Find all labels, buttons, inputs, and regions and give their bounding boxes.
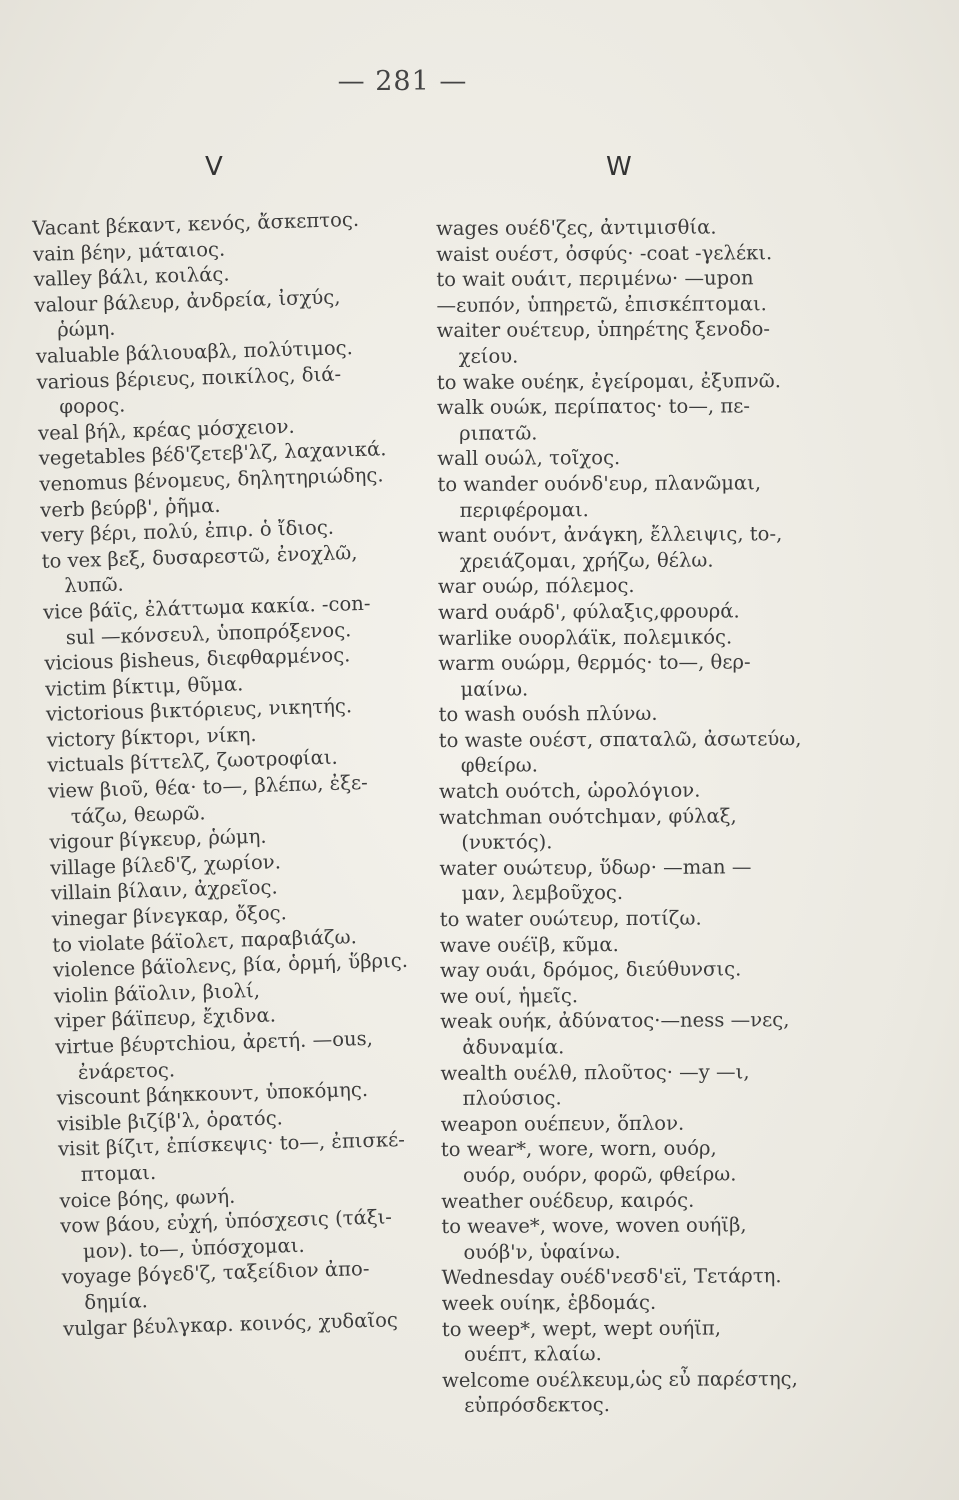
- dictionary-entry-line: ἐνάρετος.: [77, 1057, 176, 1084]
- dictionary-entry-line: visit βίζιτ, ἐπίσκεψις· to—, ἐπισκέ-: [57, 1128, 406, 1162]
- dictionary-entry-line: vigour βίγκευρ, ῥώμη.: [49, 824, 267, 855]
- dictionary-entry-line: welcome ουέλκευμ,ὡς εὖ παρέστης,: [442, 1366, 798, 1392]
- dictionary-entry-line: vice βάϊς, ἐλάττωμα κακία. -con-: [42, 591, 371, 624]
- dictionary-entry-line: warlike ουορλάϊκ, πολεμικός.: [438, 624, 733, 650]
- dictionary-entry-line: want ουόντ, ἀνάγκη, ἔλλειψις, to-,: [437, 522, 783, 548]
- dictionary-entry-line: μον). to—, ὑπόσχομαι.: [82, 1233, 305, 1263]
- dictionary-entry-line: to wear*, wore, worn, ουόρ,: [440, 1136, 717, 1162]
- dictionary-entry-line: weapon ουέπευν, ὅπλον.: [440, 1111, 685, 1136]
- dictionary-entry-line: victuals βίττελζ, ζωοτροφίαι.: [47, 746, 339, 778]
- dictionary-entry-line: vicious βisheus, διεφθαρμένος.: [44, 643, 351, 675]
- dictionary-entry-line: verb βεύρβ', ῥῆμα.: [39, 493, 221, 522]
- dictionary-entry-line: ἀδυναμία.: [462, 1035, 565, 1059]
- dictionary-entry-line: to wait ουάιτ, περιμένω· —upon: [436, 266, 754, 292]
- dictionary-entry-line: sul —κόνσευλ, ὑποπρόξενος.: [65, 617, 352, 649]
- dictionary-entry-line: weak ουήκ, ἀδύνατος·—ness —νες,: [440, 1008, 790, 1034]
- dictionary-entry-line: ουόβ'ν, ὑφαίνω.: [463, 1239, 621, 1264]
- dictionary-entry-line: vinegar βίνεγκαρ, ὄξος.: [51, 901, 288, 931]
- dictionary-entry-line: to weave*, wove, woven ουήϊβ,: [441, 1213, 747, 1239]
- dictionary-entry-line: χείου.: [458, 344, 519, 368]
- dictionary-entry-line: wages ουέδ'ζες, ἀντιμισθία.: [436, 215, 717, 240]
- dictionary-entry-line: to wake ουέηκ, ἐγείρομαι, ἐξυπνῶ.: [436, 368, 781, 394]
- page-number: — 281 —: [337, 66, 468, 97]
- left-column: [32, 205, 473, 1342]
- dictionary-entry-line: veal βήλ, κρέας μόσχειον.: [37, 414, 295, 445]
- dictionary-entry-line: vain βέην, μάταιος.: [32, 237, 226, 266]
- dictionary-entry-line: ουόρ, ουόρν, φορῶ, φθείρω.: [462, 1162, 737, 1187]
- dictionary-entry-line: warm ουώρμ, θερμός· to—, θερ-: [438, 650, 751, 676]
- dictionary-entry-line: virtue βέυρτchiou, ἀρετή. —ous,: [54, 1026, 374, 1059]
- dictionary-entry-line: to wash ουόsh πλύνω.: [438, 702, 658, 727]
- dictionary-entry-line: voyage βόγεδ'ζ, ταξείδιον ἀπο-: [61, 1257, 370, 1289]
- dictionary-entry-line: venomus βένομευς, δηλητηριώδης.: [39, 463, 384, 496]
- dictionary-entry-line: village βίλεδ'ζ, χωρίον.: [49, 850, 282, 880]
- section-letter-w: W: [606, 152, 632, 182]
- dictionary-entry-line: to weep*, wept, wept ουήϊπ,: [441, 1316, 722, 1341]
- dictionary-entry-line: visible βιζίβ'λ, ὁρατός.: [57, 1106, 284, 1136]
- dictionary-entry-line: (νυκτός).: [461, 830, 553, 855]
- dictionary-entry-line: δημία.: [84, 1289, 149, 1314]
- dictionary-entry-line: χρειάζομαι, χρήζω, θέλω.: [459, 548, 714, 573]
- dictionary-entry-line: walk ουώκ, περίπατος· to—, πε-: [436, 394, 751, 420]
- dictionary-entry-line: various βέριευς, ποικίλος, διά-: [36, 361, 342, 394]
- dictionary-entry-line: —ευπόν, ὑπηρετῶ, ἐπισκέπτομαι.: [436, 292, 767, 317]
- dictionary-entry-line: voice βόης, φωνή.: [59, 1184, 236, 1213]
- dictionary-entry-line: view βιοῦ, θέα· to—, βλέπω, ἐξε-: [47, 770, 369, 803]
- dictionary-entry-line: viper βάϊπευρ, ἔχιδνα.: [54, 1003, 277, 1034]
- dictionary-entry-line: to vex βεξ, δυσαρεστῶ, ἐνοχλῶ,: [41, 540, 358, 573]
- right-column: [436, 214, 842, 1419]
- dictionary-entry-line: way ουάι, δρόμος, διεύθυνσις.: [439, 957, 742, 983]
- dictionary-entry-line: to waste ουέστ, σπαταλῶ, ἀσωτεύω,: [438, 726, 802, 752]
- dictionary-entry-line: φθείρω.: [460, 753, 539, 778]
- dictionary-entry-line: to wander ουόνδ'ευρ, πλανῶμαι,: [437, 471, 762, 496]
- dictionary-entry-line: vulgar βέυλγκαρ. κοινός, χυδαῖος: [62, 1307, 399, 1341]
- dictionary-entry-line: waiter ουέτευρ, ὑπηρέτης ξενοδο-: [436, 317, 771, 343]
- dictionary-entry-line: φορος.: [59, 393, 126, 419]
- dictionary-entry-line: μαίνω.: [460, 677, 529, 701]
- dictionary-entry-line: watchman ουότchμαν, φύλαξ,: [439, 804, 737, 829]
- dictionary-entry-line: Vacant βέκαντ, κενός, ἄσκεπτος.: [32, 207, 360, 240]
- dictionary-entry-line: very βέρι, πολύ, ἐπιρ. ὁ ἴδιος.: [40, 515, 335, 547]
- dictionary-entry-line: wall ουώλ, τοῖχος.: [437, 446, 621, 471]
- dictionary-entry-line: waist ουέστ, ὀσφύς· -coat -γελέκι.: [436, 240, 773, 266]
- dictionary-entry-line: Wednesday ουέδ'νεσδ'εϊ, Τετάρτη.: [441, 1264, 782, 1290]
- dictionary-entry-line: watch ουότch, ὡρολόγιον.: [438, 778, 701, 804]
- dictionary-entry-line: week ουίηκ, ἑβδομάς.: [441, 1290, 657, 1315]
- dictionary-entry-line: ριπατῶ.: [459, 421, 538, 445]
- dictionary-entry-line: εὐπρόσδεκτος.: [464, 1393, 610, 1418]
- dictionary-entry-line: λυπῶ.: [64, 572, 125, 598]
- dictionary-entry-line: ῥώμη.: [56, 317, 116, 342]
- dictionary-entry-line: victory βίκτορι, νίκη.: [46, 722, 257, 752]
- dictionary-entry-line: victorious βικτόριευς, νικητής.: [45, 694, 353, 727]
- dictionary-entry-line: valour βάλευρ, ἀνδρεία, ἰσχύς,: [34, 285, 341, 317]
- dictionary-entry-line: violin βάϊολιν, βιολί,: [53, 978, 261, 1008]
- dictionary-entry-line: violence βάϊολενς, βία, ὁρμή, ὕβρις.: [52, 949, 409, 982]
- dictionary-entry-line: war ουώρ, πόλεμος.: [437, 574, 635, 599]
- dictionary-entry-line: valuable βάλιουαβλ, πολύτιμος.: [35, 336, 354, 368]
- dictionary-entry-line: περιφέρομαι.: [459, 497, 589, 522]
- dictionary-entry-line: ουέπτ, κλαίω.: [463, 1342, 602, 1366]
- dictionary-entry-line: villain βίλαιν, ἀχρεῖος.: [50, 875, 279, 906]
- dictionary-entry-line: μαν, λεμβοῦχος.: [461, 881, 624, 906]
- dictionary-entry-line: vegetables βέδ'ζετεβ'λζ, λαχανικά.: [38, 437, 387, 471]
- dictionary-entry-line: πτομαι.: [80, 1160, 157, 1186]
- dictionary-entry-line: wave ουέϊβ, κῦμα.: [439, 932, 619, 957]
- dictionary-entry-line: to violate βάϊολετ, παραβιάζω.: [52, 924, 358, 957]
- dictionary-entry-line: we ουί, ἡμεῖς.: [440, 984, 579, 1008]
- dictionary-entry-line: to water ουώτευρ, ποτίζω.: [439, 906, 702, 932]
- dictionary-entry-line: victim βίκτιμ, θῦμα.: [44, 671, 244, 701]
- dictionary-entry-line: wealth ουέλθ, πλοῦτος· —y —ι,: [440, 1059, 750, 1085]
- dictionary-entry-line: τάζω, θεωρῶ.: [70, 801, 206, 828]
- dictionary-entry-line: weather ουέδευρ, καιρός.: [441, 1188, 695, 1213]
- dictionary-entry-line: valley βάλι, κοιλάς.: [33, 262, 230, 292]
- dictionary-entry-line: πλούσιος.: [462, 1086, 562, 1111]
- dictionary-entry-line: ward ουάρδ', φύλαξις,φρουρά.: [438, 599, 740, 624]
- dictionary-entry-line: viscount βάηκκουντ, ὑποκόμης.: [56, 1078, 369, 1110]
- dictionary-entry-line: vow βάου, εὐχή, ὑπόσχεσις (τάξι-: [59, 1205, 393, 1238]
- dictionary-entry-line: water ουώτευρ, ὕδωρ· —man —: [439, 855, 752, 880]
- section-letter-v: V: [205, 152, 223, 182]
